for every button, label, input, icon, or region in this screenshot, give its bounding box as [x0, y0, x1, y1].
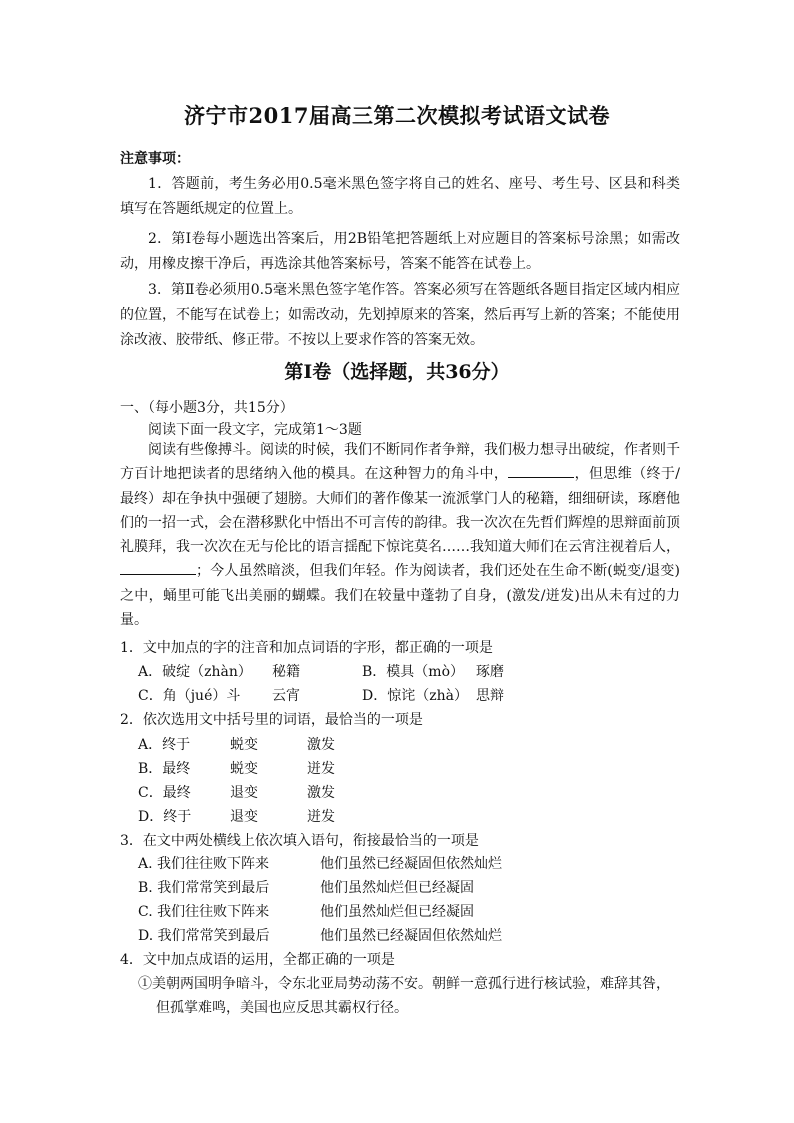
- q3-option-a: A. 我们往往败下阵来: [138, 856, 270, 872]
- q2-option-a: A．终于: [138, 737, 191, 753]
- passage-part-3: ；今人虽然暗淡，但我们年轻。作为阅读者，我们还处在生命不断(蜕变/退变)之中，蛹里可能飞出美丽的蝴蝶。我们在较量中蓬勃了自身，(激发/迸发)出从未有过的力量。: [120, 563, 680, 629]
- q2-option-c: C．最终: [138, 785, 191, 801]
- note-item-2: 2．第Ⅰ卷每小题选出答案后，用2B铅笔把答题纸上对应题目的答案标号涂黑；如需改动，用橡皮擦干净后，再选涂其他答案标号，答案不能答在试卷上。: [120, 231, 680, 272]
- q1-stem: 1．文中加点的字的注音和加点词语的字形，都正确的一项是: [120, 640, 493, 656]
- passage-part-2: ，但思维（终于/最终）却在争执中强硬了翅膀。大师们的著作像某一流派掌门人的秘籍，细细研读，琢磨他们的一招一式，会在潜移默化中悟出不可言传的韵律。我一次次在先哲们辉煌的思辩面前顶礼膜拜，我一次次在无与伦比的语言揺配下惊诧莫名……我知道大师们在云宵注视着后人，: [120, 466, 681, 556]
- q1-option-c-word: 云宵: [272, 688, 300, 704]
- q4-item-1-line2: 但孤掌难鸣，美国也应反思其霸权行径。: [156, 1000, 408, 1016]
- q2-option-d-word3: 迸发: [307, 809, 335, 825]
- q1-option-a-word: 秘籍: [272, 664, 300, 680]
- q2-option-b: B．最终: [138, 761, 191, 777]
- q2-option-a-word3: 激发: [307, 737, 335, 753]
- q2-option-c-word3: 激发: [307, 785, 335, 801]
- q2-option-a-word2: 蜕变: [230, 737, 258, 753]
- q3-option-a-second: 他们虽然已经凝固但依然灿烂: [320, 856, 502, 872]
- q4-item-1-line1: ①美朝两国明争暗斗，令东北亚局势动荡不安。朝鲜一意孤行进行核试验，难辞其咎，: [138, 976, 670, 992]
- q1-option-b-word: 琢磨: [476, 664, 504, 680]
- q4-stem: 4．文中加点成语的运用，全都正确的一项是: [120, 952, 395, 968]
- section-title: 第Ⅰ卷（选择题，共36分）: [284, 361, 510, 383]
- reading-instruction: 阅读下面一段文字，完成第1～3题: [148, 422, 362, 438]
- blank-1: [508, 463, 574, 478]
- q2-option-d-word2: 退变: [230, 809, 258, 825]
- q1-option-a: A．破绽（zhàn）: [138, 664, 252, 680]
- q1-option-d-word: 思辩: [476, 688, 504, 704]
- q3-option-b-second: 他们虽然灿烂但已经凝固: [320, 880, 474, 896]
- part1-header: 一、（每小题3分，共15分）: [120, 400, 294, 416]
- exam-title: 济宁市2017届高三第二次模拟考试语文试卷: [184, 103, 610, 128]
- q3-option-b: B. 我们常常笑到最后: [138, 880, 270, 896]
- q3-option-d-second: 他们虽然已经凝固但依然灿烂: [320, 928, 502, 944]
- q3-stem: 3．在文中两处横线上依次填入语句，衔接最恰当的一项是: [120, 833, 479, 849]
- note-item-3: 3．第Ⅱ卷必须用0.5毫米黑色签字笔作答。答案必须写在答题纸各题目指定区域内相应的位置，不能写在试卷上；如需改动，先划掉原来的答案，然后再写上新的答案；不能使用涂改液、胶带纸、修正带。不按以上要求作答的答案无效。: [120, 282, 680, 348]
- q1-option-d: D．惊诧（zhà）: [362, 688, 468, 704]
- q2-option-d: D．终于: [138, 809, 192, 825]
- q2-option-b-word2: 蜕变: [230, 761, 258, 777]
- q3-option-c: C. 我们往往败下阵来: [138, 904, 270, 920]
- q1-option-b: B．模具（mò）: [362, 664, 464, 680]
- notes-heading: 注意事项：: [120, 151, 190, 167]
- q3-option-c-second: 他们虽然灿烂但已经凝固: [320, 904, 474, 920]
- passage-part-1: 阅读有些像搏斗。阅读的时候，我们不断同作者争辩，我们极力想寻出破绽，作者则千方百计地把读者的思绪纳入他的模具。在这种智力的角斗中，: [120, 442, 680, 483]
- q2-option-c-word2: 退变: [230, 785, 258, 801]
- q2-option-b-word3: 迸发: [307, 761, 335, 777]
- note-item-1: 1．答题前，考生务必用0.5毫米黑色签字将自己的姓名、座号、考生号、区县和科类填写在答题纸规定的位置上。: [120, 176, 680, 217]
- blank-2: [120, 560, 196, 575]
- q3-option-d: D. 我们常常笑到最后: [138, 928, 270, 944]
- reading-passage: [120, 438, 680, 632]
- q1-option-c: C．角（jué）斗: [138, 688, 241, 704]
- q2-stem: 2．依次选用文中括号里的词语，最恰当的一项是: [120, 712, 423, 728]
